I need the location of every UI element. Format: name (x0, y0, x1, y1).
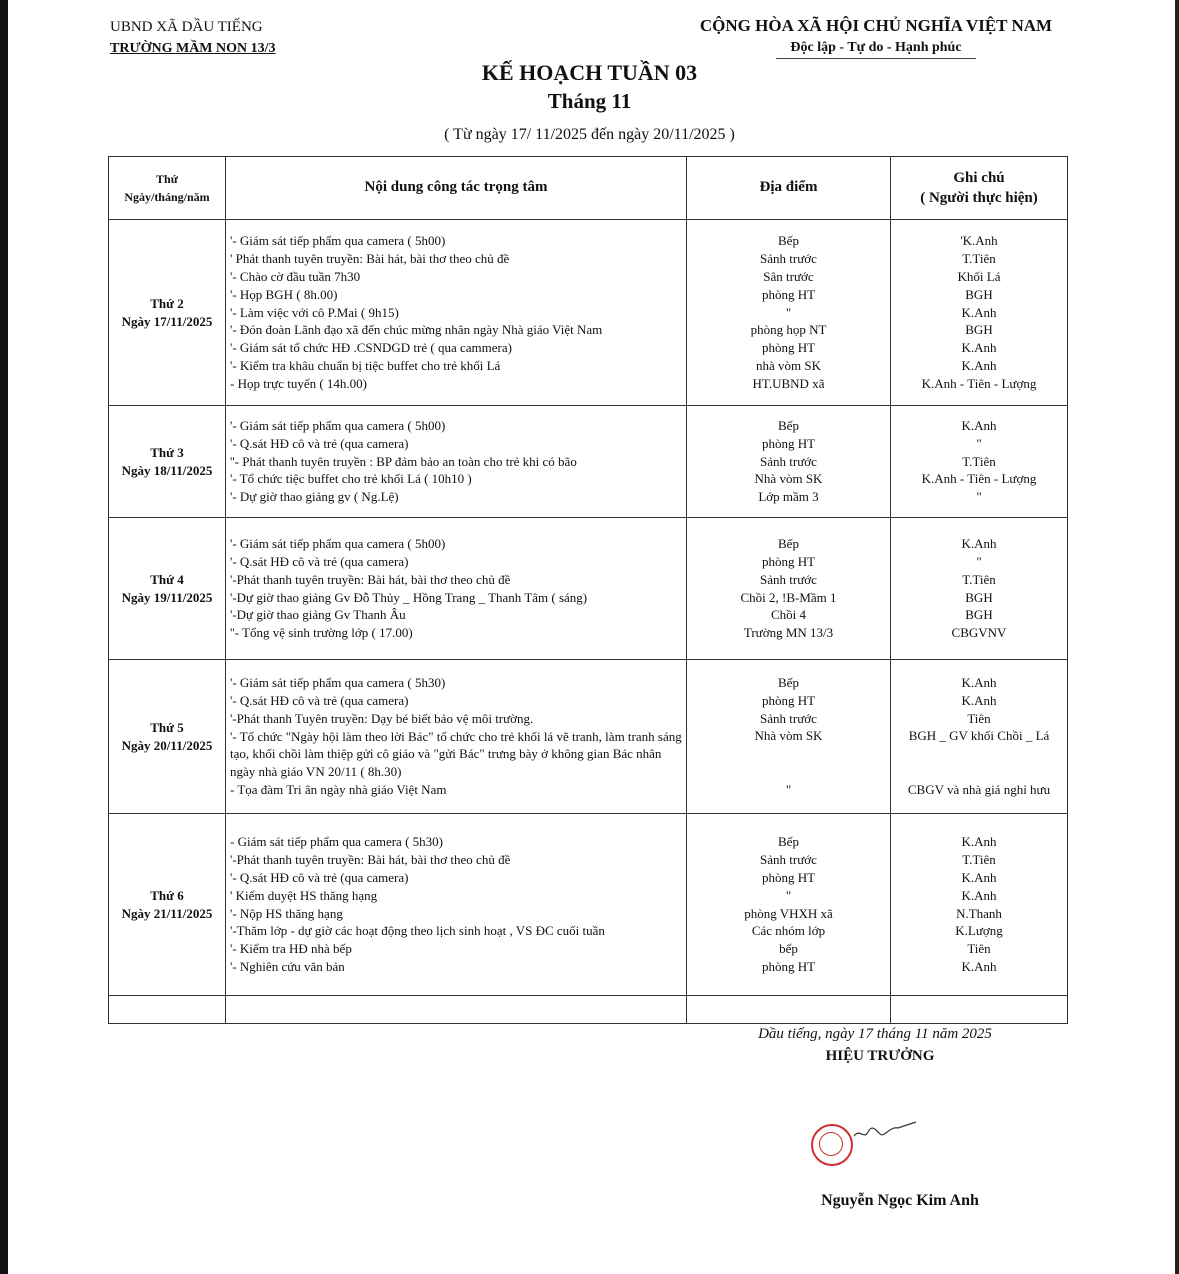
note-item: K.Anh - Tiên - Lượng (921, 375, 1037, 391)
note-item: T.Tiên (962, 453, 996, 469)
table-row (109, 518, 1068, 660)
task-item: '- Q.sát HĐ cô và trẻ (qua camera) (230, 869, 409, 885)
place-item: Trường MN 13/3 (743, 625, 834, 641)
note-item: K.Anh - Tiên - Lượng (921, 471, 1037, 487)
task-item: '-Dự giờ thao giảng Gv Đỗ Thủy _ Hồng Trang _ Thanh Tâm ( sáng) (230, 589, 588, 605)
place-item: Nhà vòm SK (754, 728, 823, 744)
note-item: BGH (965, 286, 993, 302)
place-item: phòng VHXH xã (744, 905, 833, 921)
task-item: '-Thăm lớp - dự giờ các hoạt động theo lịch sinh hoạt , VS ĐC cuối tuần (230, 923, 605, 939)
task-item: '-Dự giờ thao giảng Gv Thanh Âu (230, 607, 406, 623)
place-item: Sân trước (763, 269, 814, 284)
motto: Độc lập - Tự do - Hạnh phúc (790, 40, 962, 55)
empty-cell (109, 996, 226, 1024)
note-item: CBGVNV (951, 625, 1007, 641)
task-item: '- Kiểm tra khâu chuẩn bị tiệc buffet cho trẻ khối Lá (230, 357, 501, 373)
table-row (109, 660, 1068, 814)
place-item: Bếp (778, 834, 799, 850)
note-item: T.Tiên (962, 852, 996, 868)
date-label: Ngày 19/11/2025 (121, 589, 213, 605)
task-item: '- Q.sát HĐ cô và trẻ (qua camera) (230, 693, 409, 708)
header-day (109, 157, 226, 220)
note-item: K.Anh (961, 357, 997, 373)
note-item: BGH (965, 589, 993, 605)
place-item: " (785, 782, 792, 798)
place-item: Sảnh trước (760, 852, 817, 868)
note-item: Khối Lá (957, 269, 1001, 284)
task-item: '- Tổ chức "Ngày hội làm theo lời Bác" tổ chức cho trẻ khối lá vẽ tranh, làm tranh sáng tạo, khối chồi làm thiệp gửi cô giáo và "gửi Bác" trưng bày ở không gian Bác nhân ngày nhà giáo VN 20/11 ( 8h.30) (230, 728, 682, 780)
place-item: phòng họp NT (750, 322, 827, 338)
note-item: K.Anh (961, 340, 997, 356)
task-item: - Họp trực tuyến ( 14h.00) (230, 375, 368, 391)
note-cell (891, 660, 1068, 814)
place-item: Chồi 4 (770, 607, 807, 623)
day-cell (109, 814, 226, 996)
place-item: phòng HT (761, 869, 816, 885)
place-cell (687, 518, 891, 660)
place-item: phòng HT (761, 958, 816, 974)
weekly-schedule-table (108, 156, 1068, 1024)
header-place: Địa điểm (687, 157, 891, 220)
empty-table-row (109, 996, 1068, 1024)
sign-date: Dầu tiếng, ngày 17 tháng 11 năm 2025 (758, 1026, 992, 1042)
task-item: - Giám sát tiếp phẩm qua camera ( 5h30) (230, 834, 443, 850)
task-item: ''- Tổng vệ sinh trường lớp ( 17.00) (230, 625, 413, 641)
task-item: '- Nghiên cứu văn bản (230, 958, 345, 974)
place-item: phòng HT (761, 692, 816, 708)
task-item: ''- Phát thanh tuyên truyền : BP đảm bảo an toàn cho trẻ khi có bão (230, 453, 577, 469)
date-label: Ngày 17/11/2025 (121, 313, 213, 329)
place-item: phòng HT (761, 553, 816, 569)
header-note (891, 157, 1068, 220)
task-item: '- Giám sát tiếp phẩm qua camera ( 5h00) (230, 418, 446, 433)
note-item: K.Anh (961, 536, 997, 552)
task-cell (226, 406, 687, 518)
note-item: K.Anh (961, 675, 997, 690)
motto-underline (776, 58, 976, 59)
task-cell (226, 220, 687, 406)
note-item: BGH (965, 322, 993, 338)
date-label: Ngày 21/11/2025 (121, 905, 213, 921)
plan-date-range: ( Từ ngày 17/ 11/2025 đến ngày 20/11/2025 ) (444, 126, 735, 143)
note-item: K.Anh (961, 304, 997, 320)
note-item: K.Anh (961, 869, 997, 885)
empty-cell (226, 996, 687, 1024)
place-item: Chồi 2, !B-Mầm 1 (740, 589, 837, 605)
note-item: Tiên (967, 710, 991, 726)
authority-name: UBND XÃ DẦU TIẾNG (110, 19, 263, 35)
school-seal-icon (811, 1124, 853, 1166)
place-cell (687, 814, 891, 996)
place-item: Bếp (778, 675, 799, 690)
task-item: ' Phát thanh tuyên truyền: Bài hát, bài thơ theo chủ đề (230, 251, 510, 267)
place-item: Sảnh trước (760, 710, 817, 726)
left-page-edge (0, 0, 8, 1274)
day-label: Thứ 5 (150, 719, 184, 735)
note-item: T.Tiên (962, 251, 996, 267)
task-item: '- Q.sát HĐ cô và trẻ (qua camera) (230, 553, 409, 569)
place-cell (687, 660, 891, 814)
note-item: N.Thanh (956, 905, 1002, 921)
date-label: Ngày 20/11/2025 (121, 737, 213, 753)
day-label: Thứ 6 (150, 887, 184, 903)
task-item: '-Phát thanh Tuyên truyền: Dạy bé biết bảo vệ môi trường. (230, 710, 534, 726)
task-cell (226, 814, 687, 996)
day-cell (109, 518, 226, 660)
place-item: Sảnh trước (760, 453, 817, 469)
task-item: '- Tổ chức tiệc buffet cho trẻ khối Lá ( 10h10 ) (230, 471, 472, 487)
place-item: phòng HT (761, 435, 816, 451)
table-row (109, 220, 1068, 406)
note-item: T.Tiên (962, 571, 996, 587)
place-item: Lớp mầm 3 (758, 489, 819, 505)
note-item: K.Lượng (955, 923, 1003, 939)
place-cell (687, 220, 891, 406)
task-item: '- Nộp HS thăng hạng (230, 905, 343, 921)
right-page-edge (1175, 0, 1179, 1274)
table-header-row (109, 157, 1068, 220)
note-item: CBGV và nhà giá nghỉ hưu (907, 782, 1051, 798)
note-item: " (976, 553, 982, 569)
task-item: '-Phát thanh tuyên truyền: Bài hát, bài thơ theo chủ đề (230, 852, 511, 868)
national-motto-block (690, 14, 1062, 59)
task-item: '- Giám sát tổ chức HĐ .CSNDGD trẻ ( qua cammera) (230, 340, 512, 356)
task-cell (226, 518, 687, 660)
place-item: Bếp (778, 233, 799, 249)
note-item: K.Anh (961, 692, 997, 708)
task-item: '- Dự giờ thao giảng gv ( Ng.Lệ) (230, 489, 399, 505)
note-cell (891, 220, 1068, 406)
signer-role: HIỆU TRƯỞNG (825, 1048, 935, 1064)
signature-icon (850, 1118, 920, 1148)
note-cell (891, 518, 1068, 660)
task-item: '- Q.sát HĐ cô và trẻ (qua camera) (230, 435, 409, 451)
note-item: Tiên (967, 941, 991, 957)
place-item: Sảnh trước (760, 571, 817, 587)
place-item: Các nhóm lớp (751, 923, 826, 939)
place-item: bếp (779, 941, 798, 957)
note-item: K.Anh (961, 834, 997, 850)
day-cell (109, 660, 226, 814)
day-label: Thứ 3 (150, 444, 184, 460)
header-day-line2: Ngày/tháng/năm (124, 190, 210, 204)
header-note-line2: ( Người thực hiện) (920, 190, 1038, 206)
task-cell (226, 660, 687, 814)
date-label: Ngày 18/11/2025 (121, 462, 213, 478)
note-item: " (976, 489, 982, 505)
note-item: 'K.Anh (960, 233, 998, 249)
task-item: - Tọa đàm Tri ân ngày nhà giáo Việt Nam (230, 781, 447, 797)
task-item: '- Đón đoàn Lãnh đạo xã đến chúc mừng nhân ngày Nhà giáo Việt Nam (230, 322, 603, 338)
task-item: '- Họp BGH ( 8h.00) (230, 286, 338, 302)
day-cell (109, 220, 226, 406)
place-cell (687, 406, 891, 518)
plan-title: KẾ HOẠCH TUẦN 03 (481, 60, 698, 85)
task-item: ' Kiểm duyệt HS thăng hạng (230, 887, 378, 903)
task-item: '- Giám sát tiếp phẩm qua camera ( 5h30) (230, 675, 446, 691)
task-item: '- Kiểm tra HĐ nhà bếp (230, 941, 352, 957)
table-row (109, 814, 1068, 996)
note-item: " (976, 435, 982, 451)
place-item: HT.UBND xã (752, 375, 825, 391)
place-item: Bếp (778, 418, 799, 433)
empty-cell (687, 996, 891, 1024)
note-item: K.Anh (961, 958, 997, 974)
empty-cell (891, 996, 1068, 1024)
note-item: BGH (965, 607, 993, 623)
place-item: " (785, 304, 792, 320)
place-item: nhà vòm SK (756, 357, 821, 373)
place-item: Sảnh trước (760, 251, 817, 267)
task-item: '- Giám sát tiếp phẩm qua camera ( 5h00) (230, 233, 446, 249)
header-note-line1: Ghi chú (953, 170, 1005, 186)
note-item: BGH _ GV khối Chồi _ Lá (908, 728, 1050, 744)
task-item: '-Phát thanh tuyên truyền: Bài hát, bài thơ theo chủ đề (230, 571, 511, 587)
note-cell (891, 406, 1068, 518)
day-cell (109, 406, 226, 518)
task-item: '- Làm việc với cô P.Mai ( 9h15) (230, 304, 399, 320)
note-cell (891, 814, 1068, 996)
header-day-line1: Thứ (156, 172, 178, 186)
place-item: phòng HT (761, 340, 816, 356)
plan-month: Tháng 11 (547, 89, 632, 113)
note-item: K.Anh (961, 887, 997, 903)
day-label: Thứ 4 (150, 571, 184, 587)
school-name: TRƯỜNG MẦM NON 13/3 (110, 41, 276, 56)
place-item: phòng HT (761, 286, 816, 302)
place-item: Nhà vòm SK (754, 471, 823, 487)
day-label: Thứ 2 (150, 295, 184, 311)
place-item: Bếp (778, 536, 799, 552)
signer-name: Nguyễn Ngọc Kim Anh (821, 1192, 979, 1209)
note-item: K.Anh (961, 418, 997, 433)
task-item: '- Giám sát tiếp phẩm qua camera ( 5h00) (230, 536, 446, 552)
header-task: Nội dung công tác trọng tâm (226, 157, 687, 220)
task-item: '- Chào cờ đầu tuần 7h30 (230, 269, 361, 284)
place-item: " (785, 887, 792, 903)
nation-title: CỘNG HÒA XÃ HỘI CHỦ NGHĨA VIỆT NAM (699, 16, 1053, 35)
table-row (109, 406, 1068, 518)
issuer-block (110, 16, 276, 60)
